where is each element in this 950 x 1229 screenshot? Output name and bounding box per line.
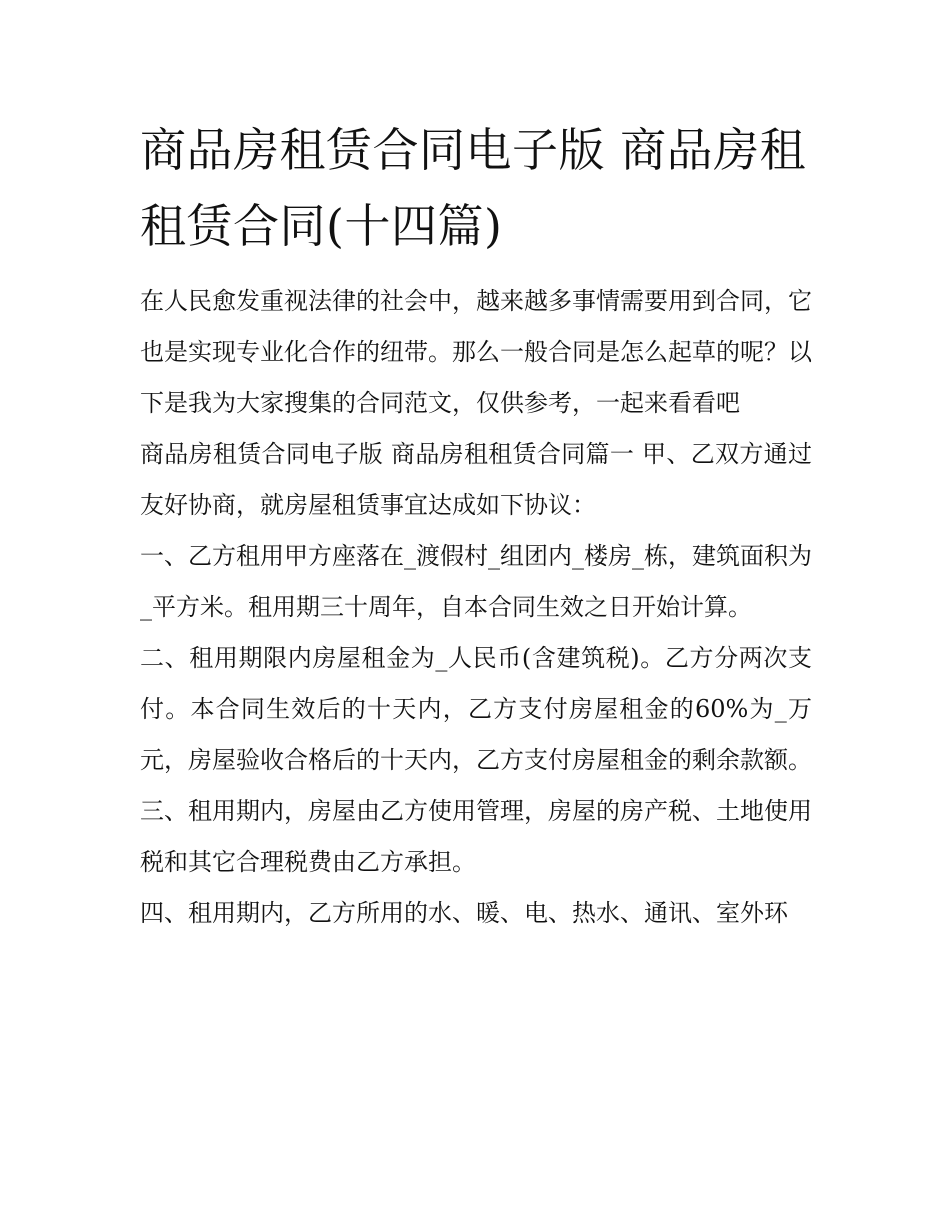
clause-3-paragraph: 三、租用期内，房屋由乙方使用管理，房屋的房产税、土地使用税和其它合理税费由乙方承担。 xyxy=(140,797,812,876)
document-title: 商品房租赁合同电子版 商品房租租赁合同(十四篇) xyxy=(140,123,807,253)
document-page xyxy=(140,112,812,939)
clause-2-paragraph: 二、租用期限内房屋租金为_人民币(含建筑税)。乙方分两次支付。本合同生效后的十天内，乙方支付房屋租金的60%为_万元，房屋验收合格后的十天内，乙方支付房屋租金的剩余款额。 xyxy=(140,644,812,774)
clause-1-paragraph: 一、乙方租用甲方座落在_渡假村_组团内_楼房_栋，建筑面积为_平方米。租用期三十周年，自本合同生效之日开始计算。 xyxy=(140,542,812,621)
clause-4-paragraph: 四、租用期内，乙方所用的水、暖、电、热水、通讯、室外环 xyxy=(140,899,788,927)
contract-opening-paragraph: 商品房租赁合同电子版 商品房租租赁合同篇一 甲、乙双方通过友好协商，就房屋租赁事宜达成如下协议： xyxy=(140,440,812,519)
intro-paragraph: 在人民愈发重视法律的社会中，越来越多事情需要用到合同，它也是实现专业化合作的纽带。那么一般合同是怎么起草的呢？以下是我为大家搜集的合同范文，仅供参考，一起来看看吧 xyxy=(140,287,812,417)
